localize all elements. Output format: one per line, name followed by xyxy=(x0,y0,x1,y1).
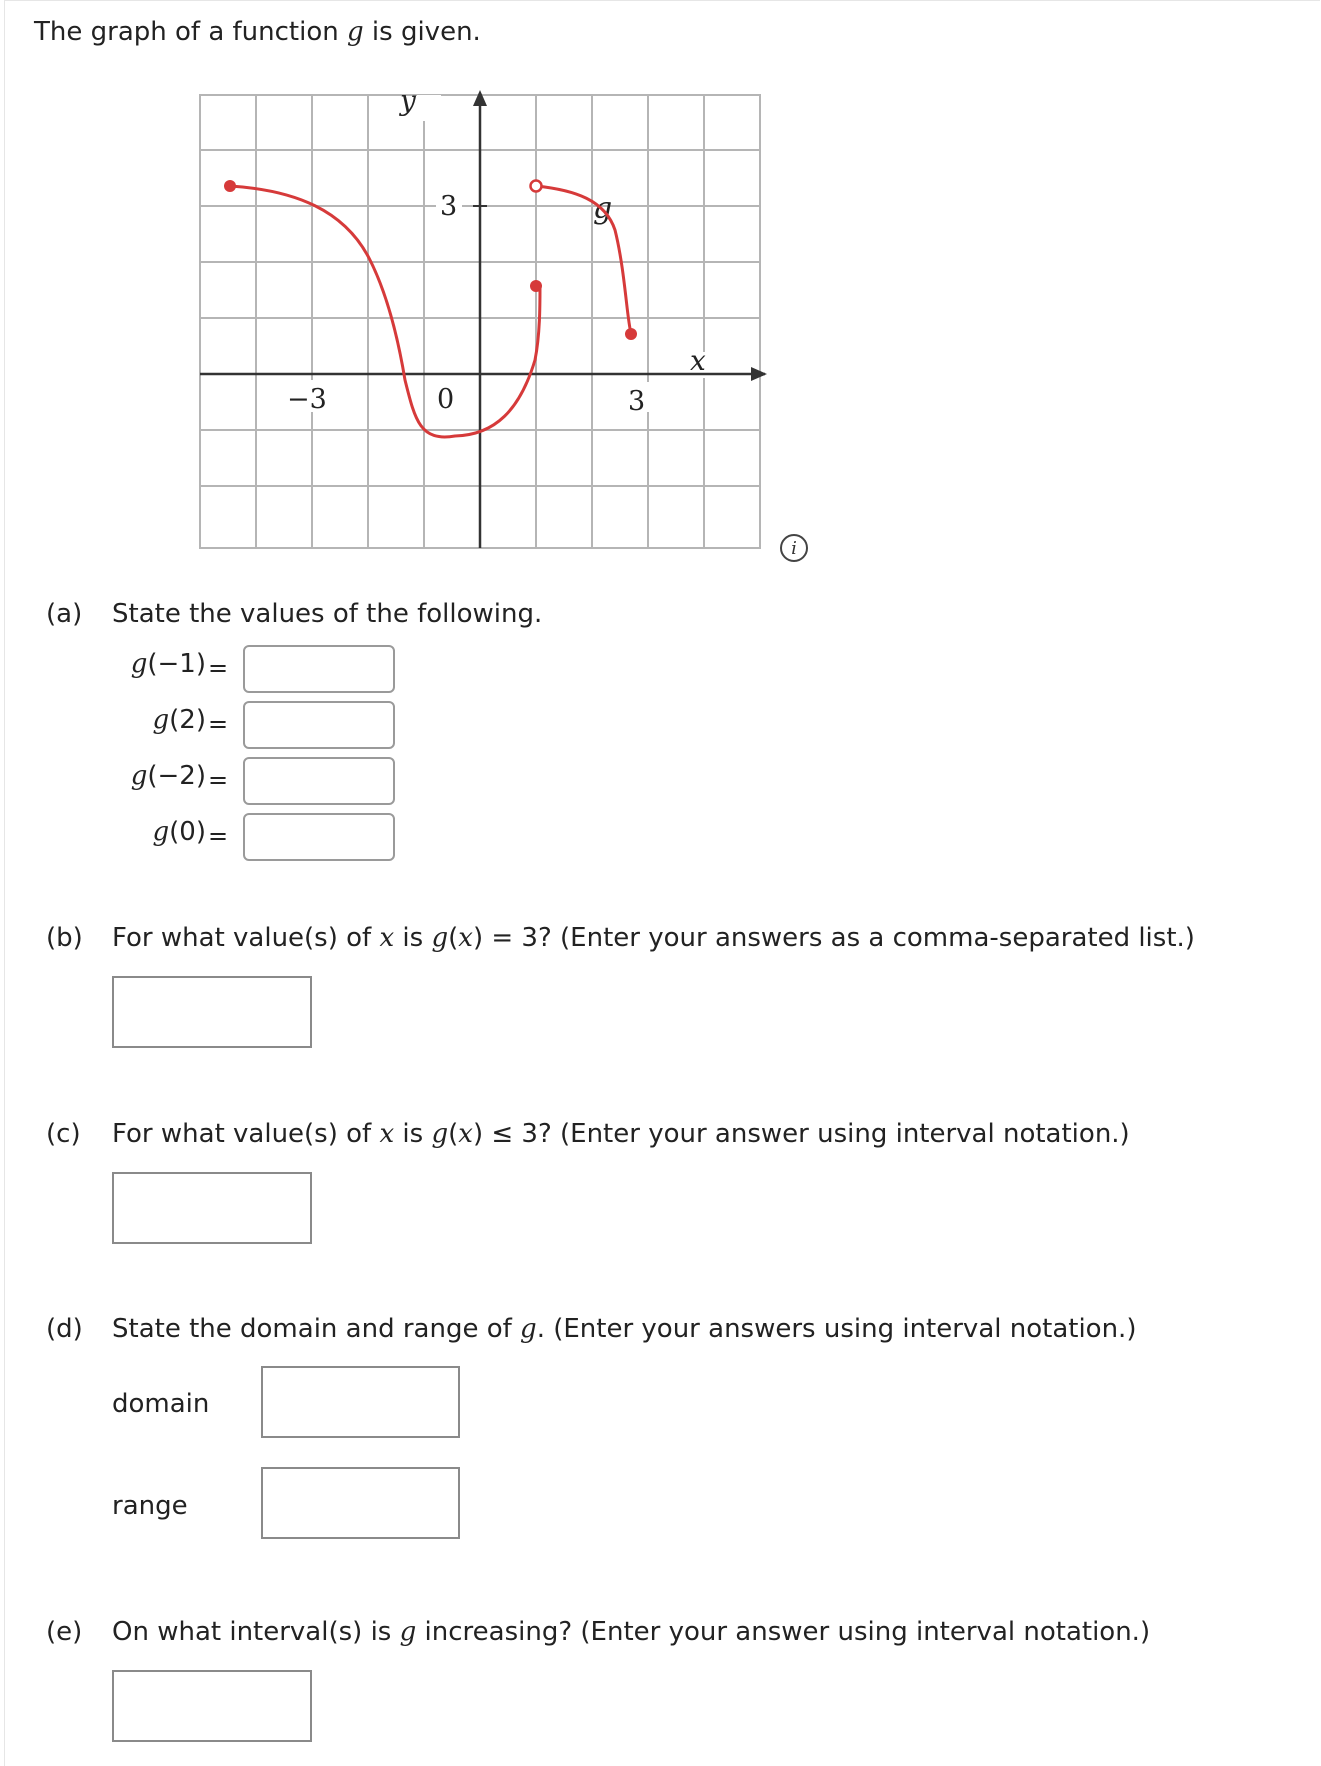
graph-curve-right xyxy=(536,186,631,333)
part-e-input-box[interactable] xyxy=(112,1670,312,1742)
function-label: g xyxy=(593,191,613,226)
g-2-input[interactable] xyxy=(245,703,393,747)
y-axis-label: y xyxy=(400,90,416,117)
g-neg2-input-box[interactable] xyxy=(243,757,395,805)
part-b-label: (b) xyxy=(46,923,83,953)
x-axis-label: x xyxy=(690,344,706,377)
part-c-input-box[interactable] xyxy=(112,1172,312,1244)
row-g-neg2-label: g(−2) xyxy=(130,761,206,791)
part-c-label: (c) xyxy=(46,1119,81,1149)
part-c-prompt: For what value(s) of x is g(x) ≤ 3? (Enter your answer using interval notation.) xyxy=(112,1119,1130,1149)
endpoint-closed-left xyxy=(224,180,236,192)
g-neg1-input-box[interactable] xyxy=(243,645,395,693)
part-a-label: (a) xyxy=(46,599,83,629)
g-neg2-input[interactable] xyxy=(245,759,393,803)
g-0-input-box[interactable] xyxy=(243,813,395,861)
endpoint-closed-mid xyxy=(530,280,542,292)
row-g-neg1-label: g(−1) xyxy=(130,649,206,679)
part-b-prompt: For what value(s) of x is g(x) = 3? (Enter your answers as a comma-separated list.) xyxy=(112,923,1195,953)
part-d-label: (d) xyxy=(46,1314,83,1344)
g-2-input-box[interactable] xyxy=(243,701,395,749)
tick-label-y-3: 3 xyxy=(440,191,458,222)
part-b-input-box[interactable] xyxy=(112,976,312,1048)
part-e-label: (e) xyxy=(46,1617,83,1647)
range-label: range xyxy=(112,1491,188,1521)
domain-input-box[interactable] xyxy=(261,1366,460,1438)
tick-label-origin: 0 xyxy=(437,384,455,415)
equals-sign: = xyxy=(208,766,229,794)
g-0-input[interactable] xyxy=(245,815,393,859)
row-g-0-label: g(0) xyxy=(152,817,206,847)
part-b-input[interactable] xyxy=(114,978,310,1046)
endpoint-open xyxy=(531,181,542,192)
equals-sign: = xyxy=(208,710,229,738)
row-g-2-label: g(2) xyxy=(152,705,206,735)
y-axis-arrow-icon xyxy=(473,90,487,106)
part-e-input[interactable] xyxy=(114,1672,310,1740)
g-neg1-input[interactable] xyxy=(245,647,393,691)
domain-label: domain xyxy=(112,1389,210,1419)
problem-intro xyxy=(34,16,481,48)
equals-sign: = xyxy=(208,822,229,850)
tick-label-x-neg3: −3 xyxy=(287,384,327,415)
function-graph xyxy=(195,90,775,560)
part-e-prompt: On what interval(s) is g increasing? (Enter your answer using interval notation.) xyxy=(112,1617,1151,1647)
intro-text: The graph of a function xyxy=(34,17,347,47)
part-d-prompt: State the domain and range of g. (Enter your answers using interval notation.) xyxy=(112,1314,1137,1344)
graph-curve-left xyxy=(230,186,540,437)
info-icon[interactable]: i xyxy=(780,534,808,562)
range-input-box[interactable] xyxy=(261,1467,460,1539)
part-c-input[interactable] xyxy=(114,1174,310,1242)
tick-label-x-3: 3 xyxy=(628,386,646,417)
intro-fn: g xyxy=(347,17,364,47)
equals-sign: = xyxy=(208,654,229,682)
intro-suffix: is given. xyxy=(363,17,481,47)
endpoint-closed-right xyxy=(625,328,637,340)
range-input[interactable] xyxy=(263,1469,458,1537)
domain-input[interactable] xyxy=(263,1368,458,1436)
part-a-prompt: State the values of the following. xyxy=(112,599,543,629)
